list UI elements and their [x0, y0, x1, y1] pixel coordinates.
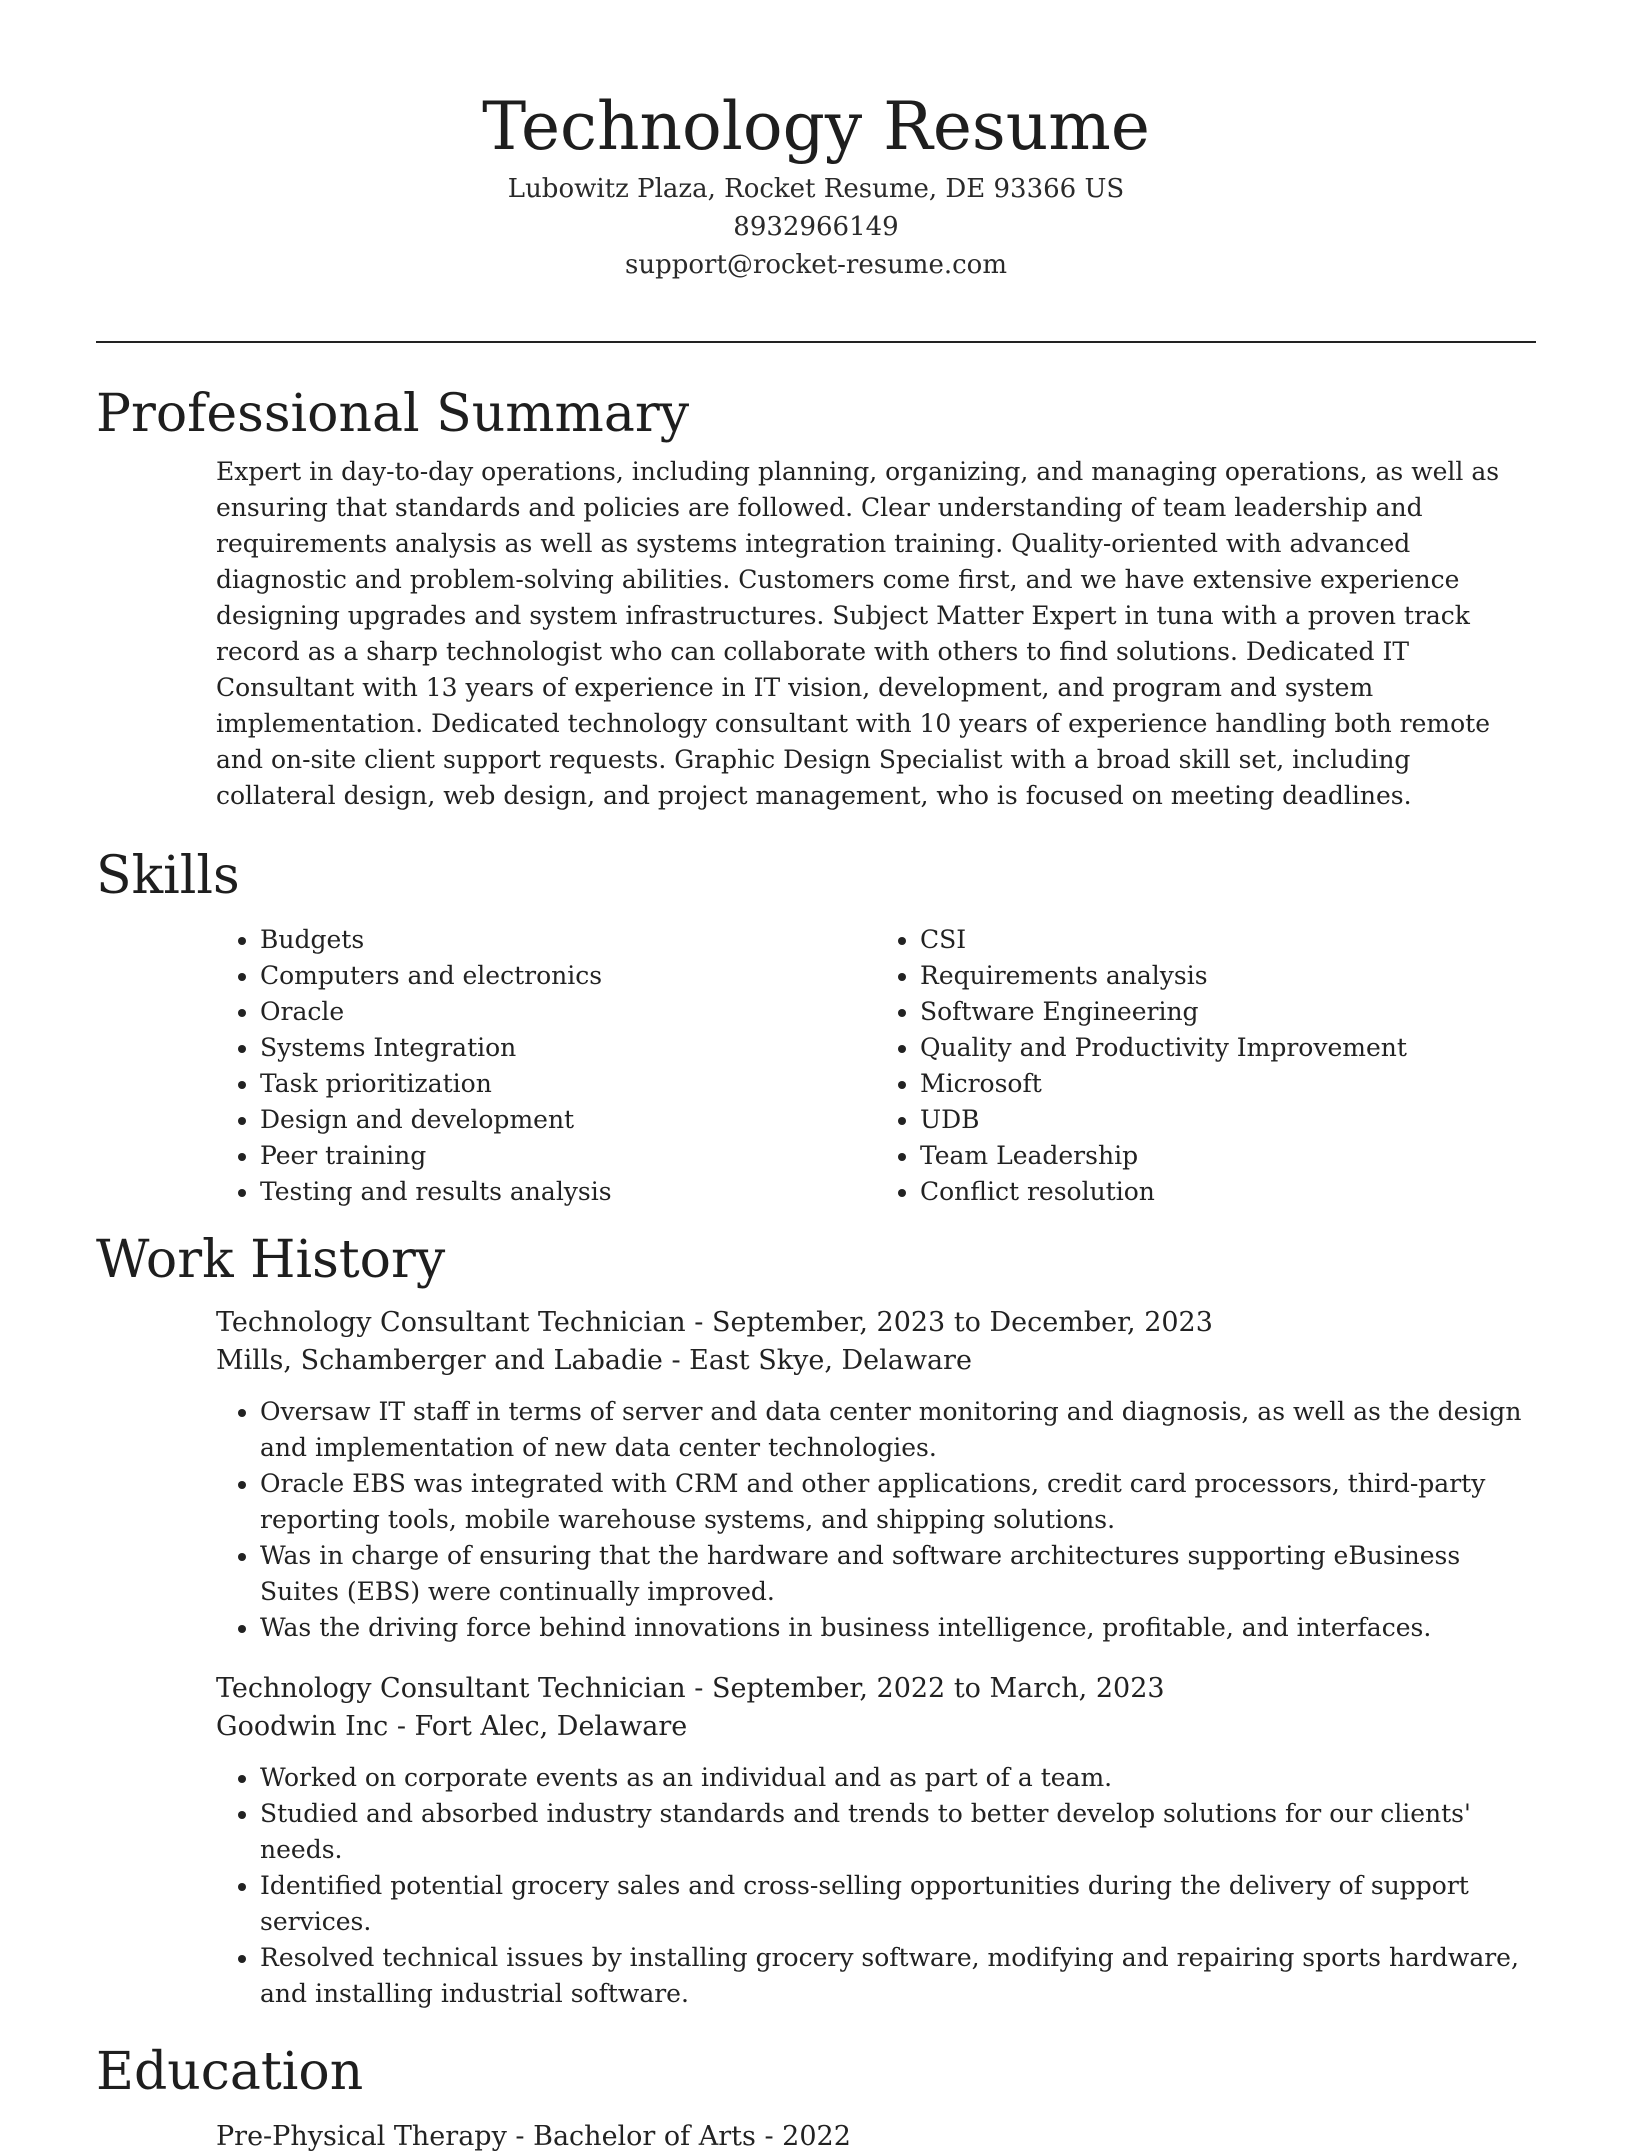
job-duty: • Worked on corporate events as an individual and as part of a team. [260, 1760, 1536, 1796]
summary-section [96, 378, 1536, 814]
resume-header [0, 0, 1632, 284]
email: support@rocket-resume.com [624, 250, 1007, 280]
skill-item: • Peer training [260, 1138, 876, 1174]
skill-item: • Oracle [260, 994, 876, 1030]
job-duty: • Oracle EBS was integrated with CRM and other applications, credit card processors, third-party reporting tools, mobile warehouse systems, and shipping solutions. [260, 1466, 1536, 1538]
job-company-location: Mills, Schamberger and Labadie - East Skye, Delaware [216, 1345, 972, 1376]
skill-item: • CSI [920, 922, 1536, 958]
address: Lubowitz Plaza, Rocket Resume, DE 93366 US [507, 174, 1125, 204]
resume-body [96, 378, 1536, 2156]
skills-left-column [216, 922, 876, 1210]
skill-item: • Conflict resolution [920, 1174, 1536, 1210]
skills-grid [216, 922, 1536, 1210]
education-heading: Education [96, 2042, 364, 2102]
skills-heading: Skills [96, 846, 240, 906]
job-duty: • Resolved technical issues by installing grocery software, modifying and repairing sports hardware, and installing industrial software. [260, 1940, 1536, 2012]
skill-item: • UDB [920, 1102, 1536, 1138]
header-divider [96, 341, 1536, 343]
job-title-dates: Technology Consultant Technician - September, 2023 to December, 2023 [216, 1307, 1213, 1338]
skill-item: • Quality and Productivity Improvement [920, 1030, 1536, 1066]
skills-section [96, 840, 1536, 1210]
job-company-location: Goodwin Inc - Fort Alec, Delaware [216, 1711, 688, 1742]
skill-item: • Systems Integration [260, 1030, 876, 1066]
education-section [96, 2036, 1536, 2156]
work-history-section [96, 1224, 1536, 2012]
skill-item: • Computers and electronics [260, 958, 876, 994]
job-duty: • Identified potential grocery sales and cross-selling opportunities during the delivery of support services. [260, 1868, 1536, 1940]
job-duty: • Studied and absorbed industry standards and trends to better develop solutions for our clients' needs. [260, 1796, 1536, 1868]
job-entry [216, 1670, 1536, 2012]
job-duties-list [216, 1394, 1536, 1646]
summary-text: Expert in day-to-day operations, including planning, organizing, and managing operations, as well as ensuring that standards and policies are followed. Clear understanding of team leadership and requirements analysis as well as systems integration training. Quality-oriented with advanced diagnostic and problem-solving abilities. Customers come first, and we have extensive experience designing upgrades and system infrastructures. Subject Matter Expert in tuna with a proven track record as a sharp technologist who can collaborate with others to find solutions. Dedicated IT Consultant with 13 years of experience in IT vision, development, and program and system implementation. Dedicated technology consultant with 10 years of experience handling both remote and on-site client support requests. Graphic Design Specialist with a broad skill set, including collateral design, web design, and project management, who is focused on meeting deadlines. [216, 457, 1500, 810]
work-history-heading: Work History [96, 1230, 446, 1290]
skill-item: • Budgets [260, 922, 876, 958]
skill-item: • Design and development [260, 1102, 876, 1138]
summary-heading: Professional Summary [96, 384, 690, 444]
job-entry [216, 1304, 1536, 1646]
education-entry: Pre-Physical Therapy - Bachelor of Arts - 2022 [216, 2121, 851, 2152]
contact-block [0, 170, 1632, 284]
skill-item: • Testing and results analysis [260, 1174, 876, 1210]
job-duty: • Was the driving force behind innovations in business intelligence, profitable, and interfaces. [260, 1610, 1536, 1646]
skill-item: • Task prioritization [260, 1066, 876, 1102]
job-duty: • Oversaw IT staff in terms of server and data center monitoring and diagnosis, as well as the design and implementation of new data center technologies. [260, 1394, 1536, 1466]
resume-title: Technology Resume [482, 88, 1150, 165]
skills-right-column [876, 922, 1536, 1210]
skill-item: • Microsoft [920, 1066, 1536, 1102]
job-duty: • Was in charge of ensuring that the hardware and software architectures supporting eBusiness Suites (EBS) were continually improved. [260, 1538, 1536, 1610]
job-title-dates: Technology Consultant Technician - September, 2022 to March, 2023 [216, 1673, 1165, 1704]
skill-item: • Team Leadership [920, 1138, 1536, 1174]
job-duties-list [216, 1760, 1536, 2012]
phone: 8932966149 [733, 212, 899, 242]
skill-item: • Requirements analysis [920, 958, 1536, 994]
skill-item: • Software Engineering [920, 994, 1536, 1030]
